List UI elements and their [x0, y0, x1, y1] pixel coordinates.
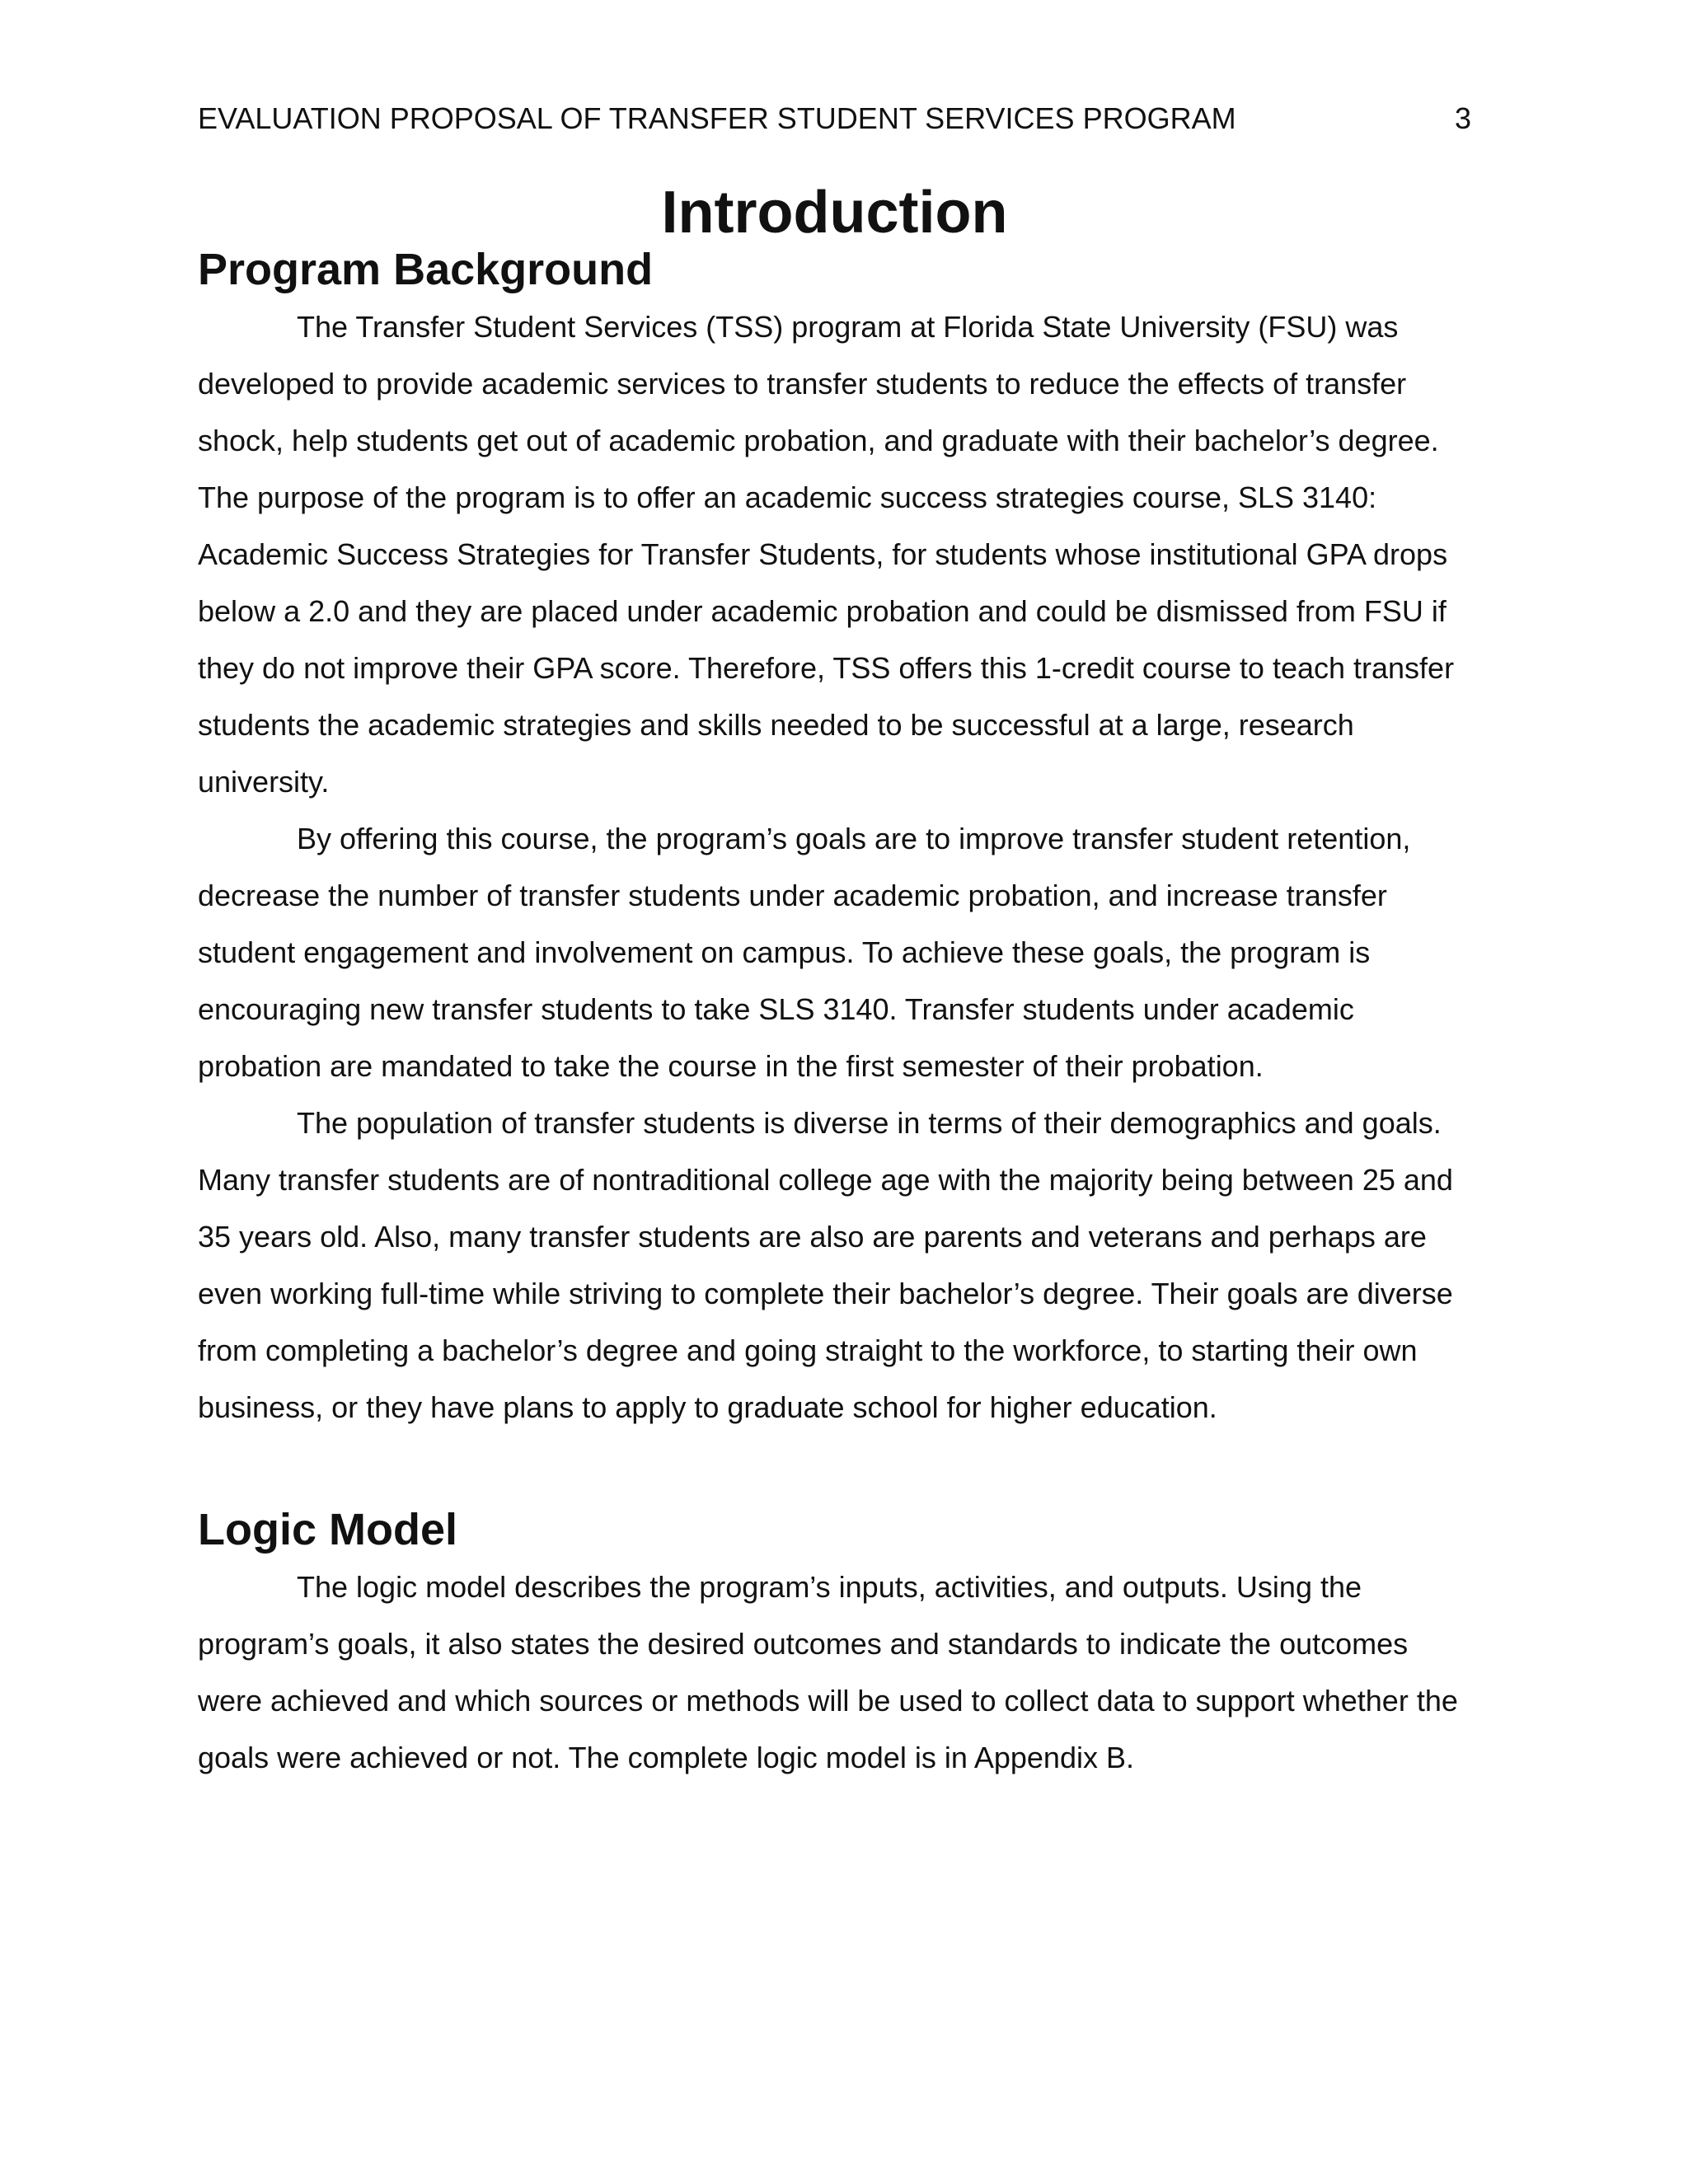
- document-body: [198, 180, 1471, 1786]
- logic-model-paragraph-1: The logic model describes the program’s inputs, activities, and outputs. Using the program’s goals, it also states the desired outcomes and standards to indicate the outcomes were achieved and which sources or methods will be used to collect data to support whether the goals were achieved or not. The complete logic model is in Appendix B.: [198, 1570, 1458, 1774]
- program-background-paragraph-1: The Transfer Student Services (TSS) program at Florida State University (FSU) was developed to provide academic services to transfer students to reduce the effects of transfer shock, help students get out of academic probation, and graduate with their bachelor’s degree. The purpose of the program is to offer an academic success strategies course, SLS 3140: Academic Success Strategies for Transfer Students, for students whose institutional GPA drops below a 2.0 and they are placed under academic probation and could be dismissed from FSU if they do not improve their GPA score. Therefore, TSS offers this 1-credit course to teach transfer students the academic strategies and skills needed to be successful at a large, research university.: [198, 310, 1455, 799]
- program-background-heading: Program Background: [198, 245, 654, 294]
- running-head-title: EVALUATION PROPOSAL OF TRANSFER STUDENT SERVICES PROGRAM: [198, 101, 1236, 135]
- program-background-paragraph-3: The population of transfer students is diverse in terms of their demographics and goals. Many transfer students are of nontraditional college age with the majority being between 25 and 35 years old. Also, many transfer students are also are parents and veterans and perhaps are even working full-time while striving to complete their bachelor’s degree. Their goals are diverse from completing a bachelor’s degree and going straight to the workforce, to starting their own business, or they have plans to apply to graduate school for higher education.: [198, 1106, 1453, 1424]
- section-spacer: [198, 1436, 1471, 1502]
- logic-model-heading: Logic Model: [198, 1505, 457, 1554]
- page-number: 3: [1454, 101, 1471, 135]
- running-head: [198, 99, 1471, 138]
- introduction-heading: Introduction: [661, 180, 1008, 246]
- program-background-paragraph-2: By offering this course, the program’s goals are to improve transfer student retention, decrease the number of transfer students under academic probation, and increase transfer student engagement and involvement on campus. To achieve these goals, the program is encouraging new transfer students to take SLS 3140. Transfer students under academic probation are mandated to take the course in the first semester of their probation.: [198, 822, 1411, 1083]
